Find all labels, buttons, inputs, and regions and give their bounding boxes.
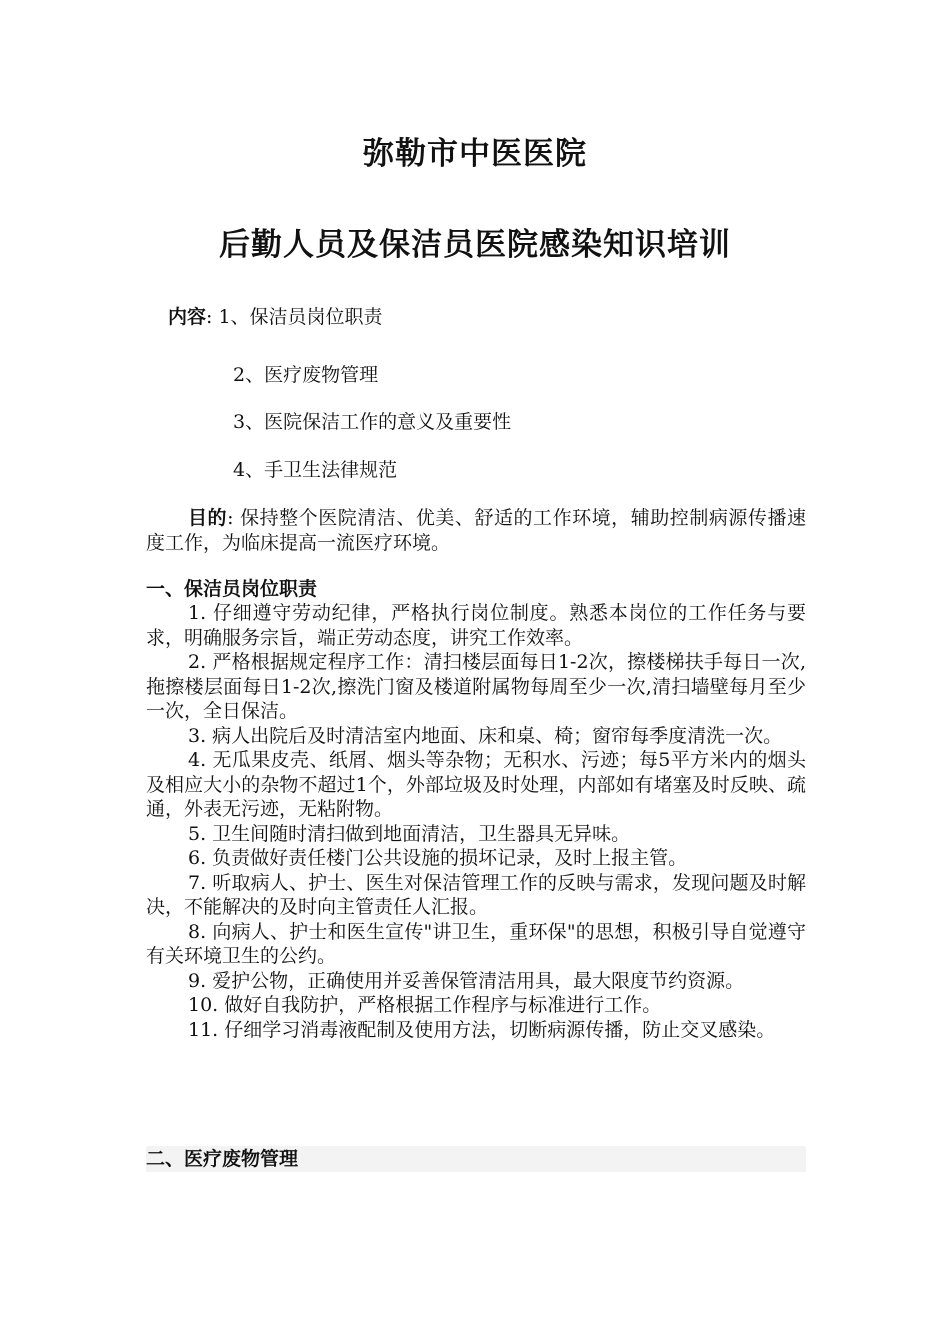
section-heading: 二、医疗废物管理 <box>146 1146 806 1172</box>
list-item: 7. 听取病人、护士、医生对保洁管理工作的反映与需求，发现问题及时解决，不能解决的及时向主管责任人汇报。 <box>146 871 806 918</box>
list-item: 9. 爱护公物，正确使用并妥善保管清洁用具，最大限度节约资源。 <box>188 969 745 992</box>
list-item: 8. 向病人、护士和医生宣传"讲卫生，重环保"的思想，积极引导自觉遵守有关环境卫生的公约。 <box>146 920 806 967</box>
contents-line-1: 内容: 1、保洁员岗位职责 <box>168 306 383 328</box>
document-subtitle: 后勤人员及保洁员医院感染知识培训 <box>219 227 731 263</box>
purpose-text: 保持整个医院清洁、优美、舒适的工作环境，辅助控制病源传播速度工作，为临床提高一流医疗环境。 <box>146 507 806 554</box>
contents-item: 1、保洁员岗位职责 <box>218 306 383 328</box>
list-item: 4. 无瓜果皮壳、纸屑、烟头等杂物；无积水、污迹；每5平方米内的烟头及相应大小的杂物不超过1个，外部垃圾及时处理，内部如有堵塞及时反映、疏通，外表无污迹，无粘附物。 <box>146 749 806 820</box>
contents-label: 内容 <box>168 306 207 328</box>
purpose-label: 目的 <box>188 507 228 529</box>
purpose-paragraph: 目的: 保持整个医院清洁、优美、舒适的工作环境，辅助控制病源传播速度工作，为临床提高一流医疗环境。 <box>146 507 806 554</box>
contents-item: 2、医疗废物管理 <box>233 364 379 386</box>
section-heading: 一、保洁员岗位职责 <box>146 578 318 600</box>
contents-item: 3、医院保洁工作的意义及重要性 <box>233 411 512 433</box>
list-item: 2. 严格根据规定程序工作：清扫楼层面每日1-2次，擦楼梯扶手每日一次,拖擦楼层面每日1-2次,擦洗门窗及楼道附属物每周至少一次,清扫墙壁每月至少一次，全日保洁。 <box>146 651 806 722</box>
list-item: 10. 做好自我防护，严格根据工作程序与标准进行工作。 <box>188 994 662 1016</box>
list-item: 1. 仔细遵守劳动纪律，严格执行岗位制度。熟悉本岗位的工作任务与要求，明确服务宗旨，端正劳动态度，讲究工作效率。 <box>146 602 806 649</box>
list-item: 5. 卫生间随时清扫做到地面清洁，卫生器具无异味。 <box>188 822 631 845</box>
contents-item: 4、手卫生法律规范 <box>233 459 398 481</box>
document-title: 弥勒市中医医院 <box>363 136 587 172</box>
list-item: 3. 病人出院后及时清洁室内地面、床和桌、椅；窗帘每季度清洗一次。 <box>188 724 783 747</box>
list-item: 11. 仔细学习消毒液配制及使用方法，切断病源传播，防止交叉感染。 <box>188 1018 776 1041</box>
list-item: 6. 负责做好责任楼门公共设施的损坏记录，及时上报主管。 <box>188 847 688 869</box>
duty-list <box>146 601 806 1042</box>
